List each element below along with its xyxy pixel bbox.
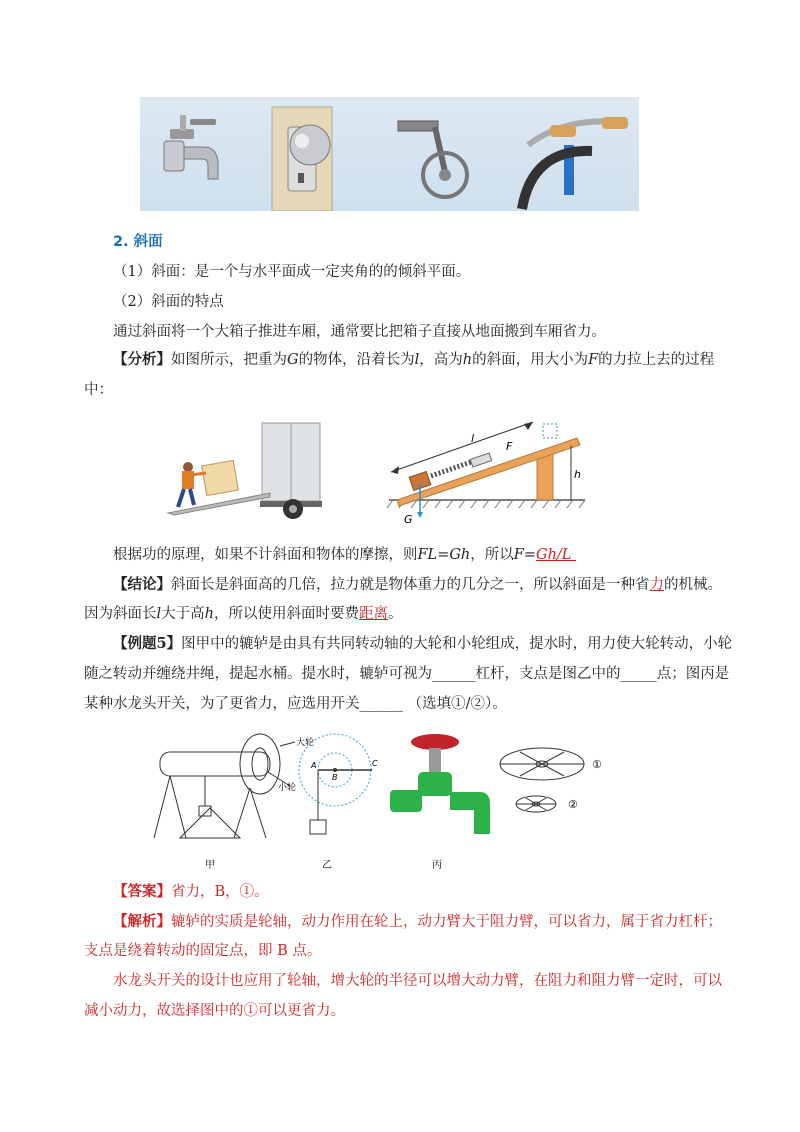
answer-fill-gh-over-l: Gh/L xyxy=(535,547,572,563)
label-option-1: ① xyxy=(592,758,602,771)
label-bing: 丙 xyxy=(432,860,442,871)
incline-drawing xyxy=(385,408,595,528)
tap-figure-bing xyxy=(390,734,490,871)
principle-paragraph: 根据功的原理，如果不计斜面和物体的摩擦，则FL=Gh，所以F=Gh/L xyxy=(113,547,572,563)
explanation-line-3: 水龙头开关的设计也应用了轮轴，增大轮的半径可以增大动力臂，在阻力和阻力臂一定时，可以 xyxy=(113,973,722,989)
label-yi: 乙 xyxy=(322,860,332,871)
truck-ramp-figure xyxy=(160,415,330,520)
label-small-wheel: 小轮 xyxy=(278,783,297,793)
intro-paragraph: 通过斜面将一个大箱子推进车厢，通常要比把箱子直接从地面搬到车厢省力。 xyxy=(113,324,606,340)
answer-fill-distance: 距离 xyxy=(358,606,388,622)
windlass-figure-jia xyxy=(154,734,317,871)
label-h: h xyxy=(574,468,581,481)
switch-options xyxy=(500,748,602,812)
wheel-axle-examples-drawing xyxy=(140,97,639,211)
bicycle-handlebar-illustration xyxy=(522,117,628,209)
label-big-wheel: 大轮 xyxy=(296,738,315,748)
answer-line: 【答案】省力，B，①。 xyxy=(113,883,269,900)
label-F: F xyxy=(506,440,513,453)
answer-tag: 【答案】 xyxy=(113,883,171,900)
label-C: C xyxy=(372,759,378,768)
explanation-line-1: 【解析】辘轳的实质是轮轴，动力作用在轮上，动力臂大于阻力臂，可以省力，属于省力杠杆； xyxy=(113,913,722,930)
truck-ramp-drawing xyxy=(160,415,330,520)
definition-paragraph: （1）斜面：是一个与水平面成一定夹角的的倾斜平面。 xyxy=(113,264,471,280)
label-option-2: ② xyxy=(568,798,578,811)
label-B: B xyxy=(332,773,338,782)
label-jia: 甲 xyxy=(205,860,215,871)
example-line-3: 某种水龙头开关，为了更省力，应选用开关______ （选填①/②）。 xyxy=(84,696,507,712)
explanation-line-2: 支点是绕着转动的固定点，即 B 点。 xyxy=(84,943,322,959)
label-A: A xyxy=(311,761,317,770)
faucet-illustration xyxy=(164,115,218,179)
feature-paragraph: （2）斜面的特点 xyxy=(113,294,224,310)
example-figures xyxy=(150,728,630,873)
example-figures-drawing xyxy=(150,728,630,873)
example-line-2: 随之转动并缠绕井绳，提起水桶。提水时，辘轳可视为______杠杆，支点是图乙中的_____点；图丙是 xyxy=(84,666,730,682)
conclusion-tag: 【结论】 xyxy=(113,576,171,593)
example-tag: 【例题5】 xyxy=(113,635,182,652)
label-G: G xyxy=(404,513,413,526)
label-l: l xyxy=(471,432,475,445)
incline-diagram xyxy=(385,408,595,528)
wheel-axle-examples-figure xyxy=(140,97,639,211)
analysis-tag: 【分析】 xyxy=(113,351,171,368)
answer-fill-force: 力 xyxy=(649,577,664,593)
door-knob-illustration xyxy=(272,107,332,211)
bicycle-pedal-illustration xyxy=(398,121,467,197)
analysis-paragraph-cont: 中： xyxy=(84,382,113,398)
conclusion-paragraph-cont: 因为斜面长l大于高h，所以使用斜面时要费距离。 xyxy=(84,606,403,622)
analysis-paragraph: 【分析】如图所示，把重为G的物体，沿着长为l，高为h的斜面，用大小为F的力拉上去的过程 xyxy=(113,351,715,368)
wheel-axle-figure-yi xyxy=(299,734,378,871)
example-line-1: 【例题5】图甲中的辘轳是由具有共同转动轴的大轮和小轮组成，提水时，用力使大轮转动，小轮 xyxy=(113,635,733,652)
explanation-line-4: 减小动力，故选择图中的①可以更省力。 xyxy=(84,1003,345,1019)
explanation-tag: 【解析】 xyxy=(113,913,171,930)
conclusion-paragraph: 【结论】斜面长是斜面高的几倍，拉力就是物体重力的几分之一，所以斜面是一种省力的机械。 xyxy=(113,576,722,593)
section-heading: 2. 斜面 xyxy=(113,234,163,250)
